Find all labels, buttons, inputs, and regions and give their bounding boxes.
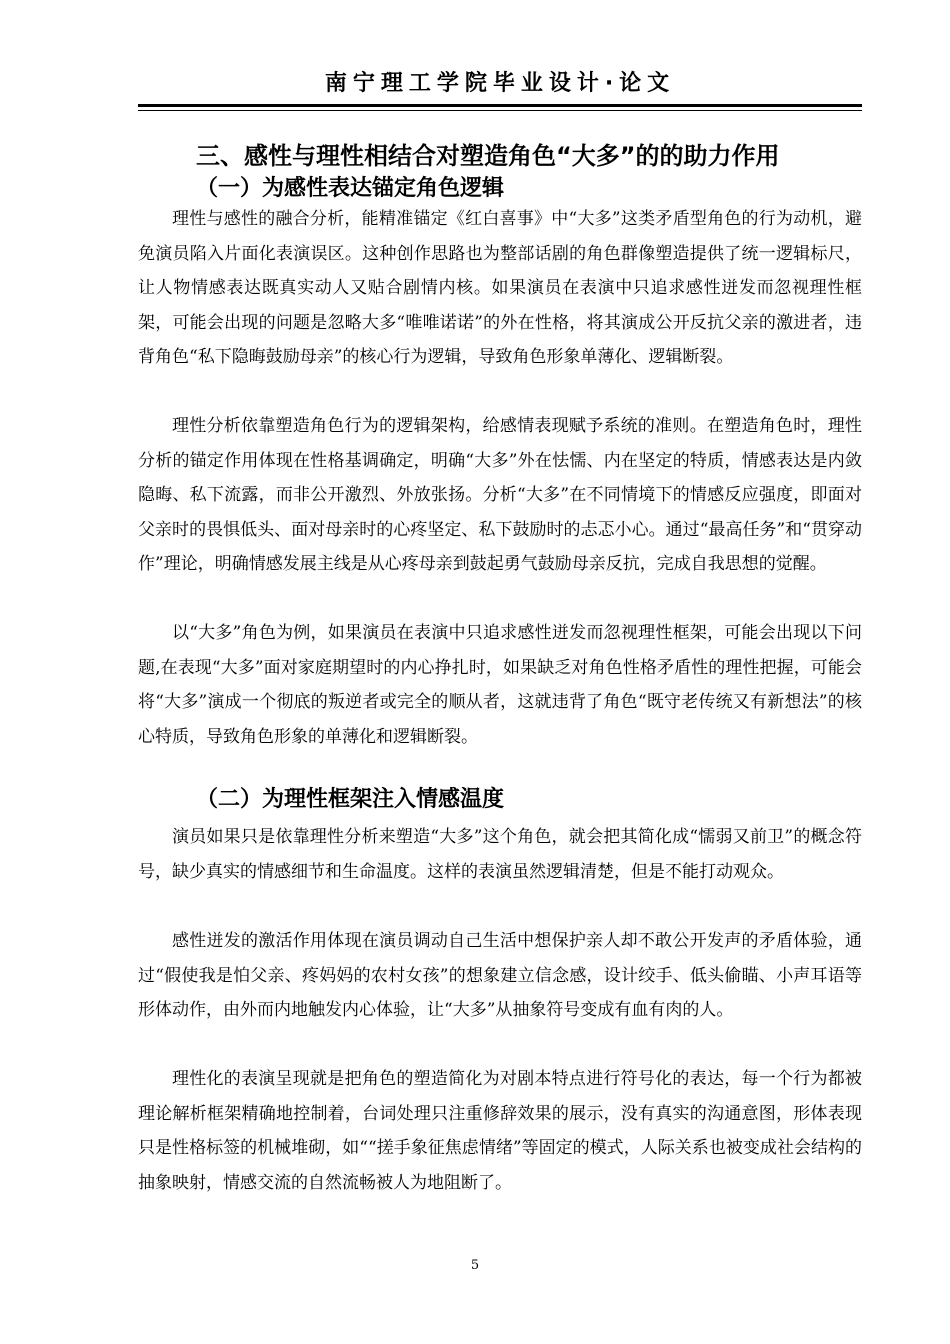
header-rule-thin — [138, 110, 862, 111]
paragraph: 感性迸发的激活作用体现在演员调动自己生活中想保护亲人却不敢公开发声的矛盾体验，通过“假使我是怕父亲、疼妈妈的农村女孩”的想象建立信念感，设计绞手、低头偷瞄、小声耳语等形体动作，由外而内地触发内心体验，让“大多”从抽象符号变成有血有肉的人。 — [138, 931, 862, 1020]
subsection-heading-1: （一）为感性表达锚定角色逻辑 — [196, 176, 505, 201]
paragraph: 理性化的表演呈现就是把角色的塑造简化为对剧本特点进行符号化的表达，每一个行为都被理论解析框架精确地控制着，台词处理只注重修辞效果的展示，没有真实的沟通意图，形体表现只是性格标签的机械堆砌，如““搓手象征焦虑情绪”等固定的模式，人际关系也被变成社会结构的抽象映射，情感交流的自然流畅被人为地阻断了。 — [138, 1069, 862, 1193]
section-heading: 三、感性与理性相结合对塑造角色“大多”的的助力作用 — [196, 142, 780, 170]
paragraph: 以“大多”角色为例，如果演员在表演中只追求感性迸发而忽视理性框架，可能会出现以下问题,在表现“大多”面对家庭期望时的内心挣扎时，如果缺乏对角色性格矛盾性的理性把握，可能会将“大多”演成一个彻底的叛逆者或完全的顺从者，这就违背了角色“既守老传统又有新想法”的核心特质，导致角色形象的单薄化和逻辑断裂。 — [138, 623, 862, 747]
paragraph: 理性分析依靠塑造角色行为的逻辑架构，给感情表现赋予系统的准则。在塑造角色时，理性分析的锚定作用体现在性格基调确定，明确“大多”外在怯懦、内在坚定的特质，情感表达是内敛隐晦、私下流露，而非公开激烈、外放张扬。分析“大多”在不同情境下的情感反应强度，即面对父亲时的畏惧低头、面对母亲时的心疼坚定、私下鼓励时的忐忑小心。通过“最高任务”和“贯穿动作”理论，明确情感发展主线是从心疼母亲到鼓起勇气鼓励母亲反抗，完成自我思想的觉醒。 — [138, 416, 862, 574]
header-rule-thick — [138, 104, 862, 107]
paragraph: 理性与感性的融合分析，能精准锚定《红白喜事》中“大多”这类矛盾型角色的行为动机，避免演员陷入片面化表演误区。这种创作思路也为整部话剧的角色群像塑造提供了统一逻辑标尺，让人物情感表达既真实动人又贴合剧情内核。如果演员在表演中只追求感性迸发而忽视理性框架，可能会出现的问题是忽略大多“唯唯诺诺”的外在性格，将其演成公开反抗父亲的激进者，违背角色“私下隐晦鼓励母亲”的核心行为逻辑，导致角色形象单薄化、逻辑断裂。 — [138, 209, 862, 367]
running-header: 南宁理工学院毕业设计·论文 — [324, 71, 676, 96]
subsection-heading-2: （二）为理性框架注入情感温度 — [196, 787, 505, 812]
page-number: 5 — [470, 1258, 480, 1273]
paragraph: 演员如果只是依靠理性分析来塑造“大多”这个角色，就会把其简化成“懦弱又前卫”的概念符号，缺少真实的情感细节和生命温度。这样的表演虽然逻辑清楚，但是不能打动观众。 — [138, 827, 862, 882]
